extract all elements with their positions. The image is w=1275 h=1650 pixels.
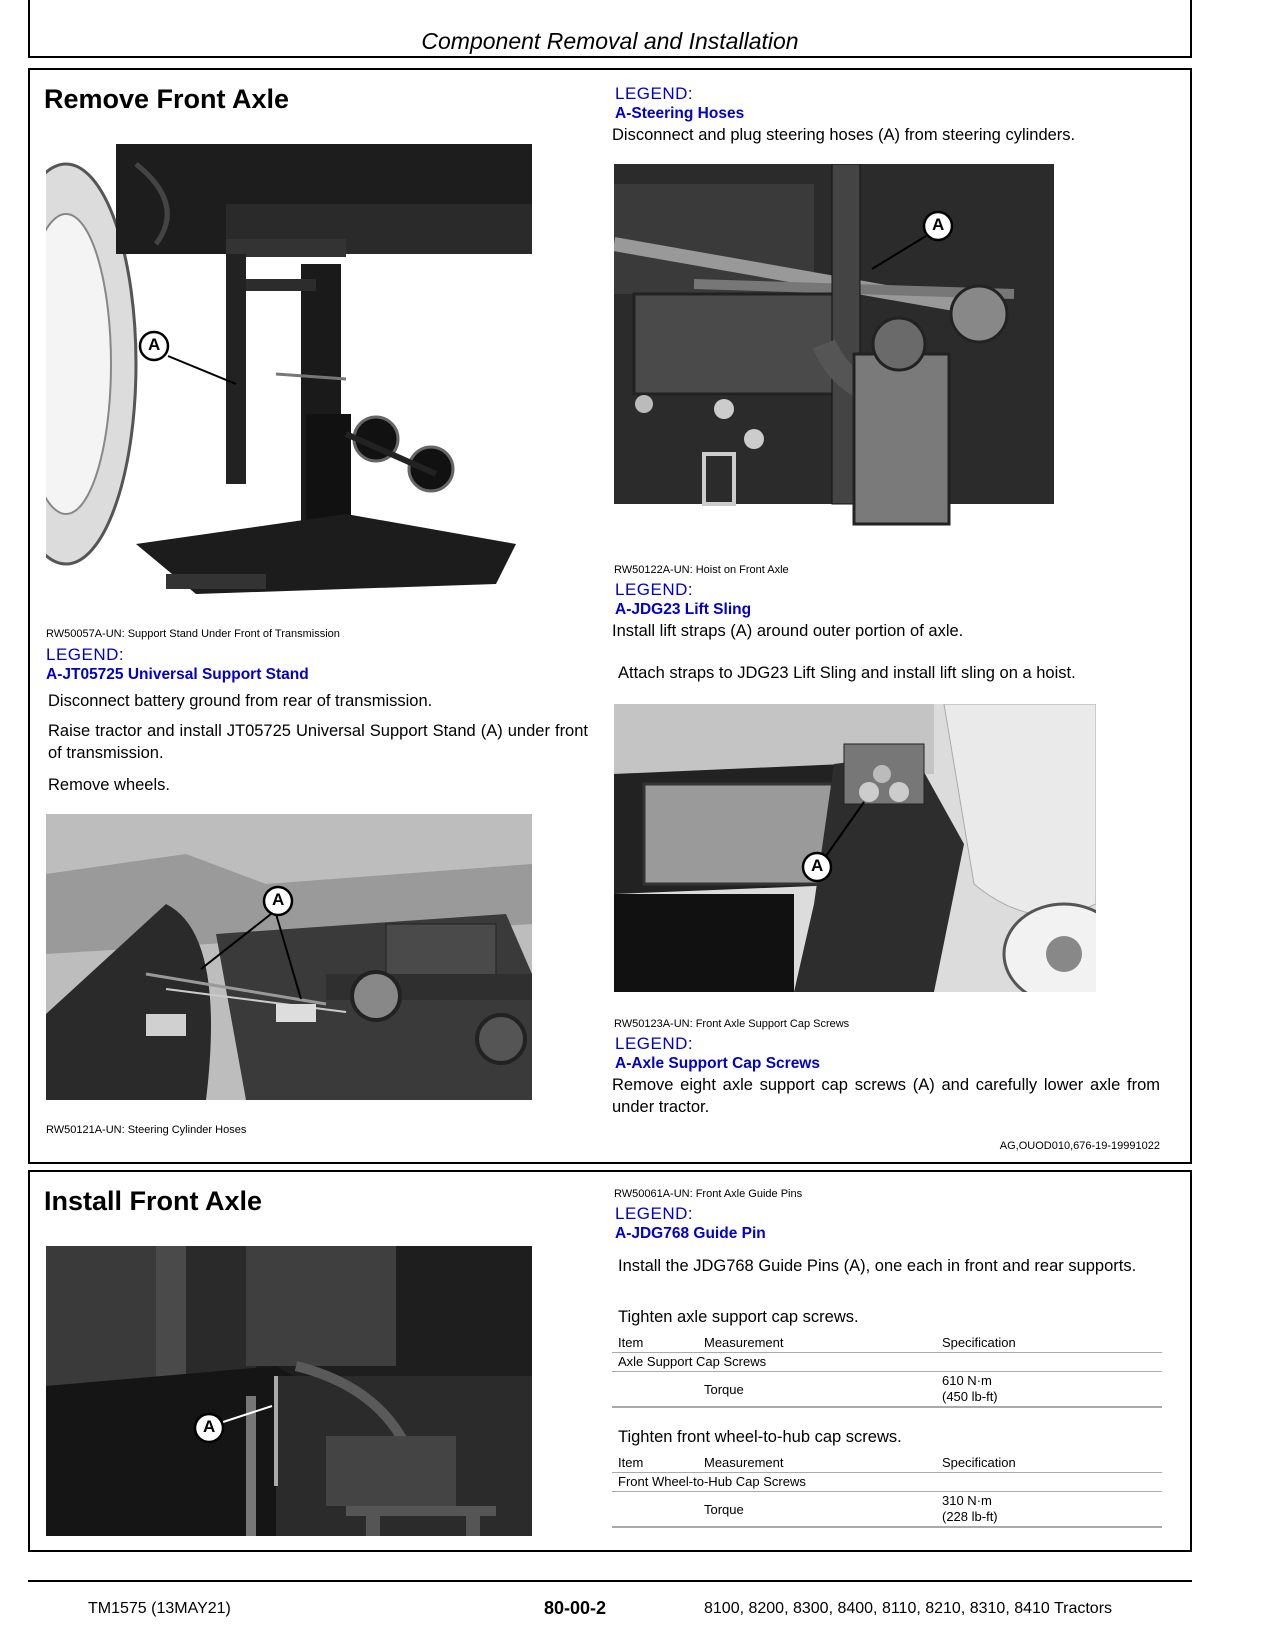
table-header-specification: Specification: [942, 1335, 1016, 1350]
table-header-item: Item: [618, 1335, 644, 1350]
figure1-legend-item: A-JT05725 Universal Support Stand: [46, 666, 309, 683]
table-spec-metric: 610 N·m: [942, 1373, 992, 1388]
step-install-lift-straps: Install lift straps (A) around outer portion of axle.: [612, 622, 964, 640]
figure2-caption: RW50121A-UN: Steering Cylinder Hoses: [46, 1124, 247, 1136]
table-spec-imperial: (228 lb-ft): [942, 1509, 998, 1524]
footer-models: 8100, 8200, 8300, 8400, 8110, 8210, 8310, 8410 Tractors: [704, 1600, 1113, 1617]
step-attach-straps: Attach straps to JDG23 Lift Sling and install lift sling on a hoist.: [618, 664, 1076, 682]
document-reference: AG,OUOD010,676-19-19991022: [999, 1140, 1160, 1152]
step-remove-wheels: Remove wheels.: [48, 776, 170, 794]
step-tighten-axle-screws: Tighten axle support cap screws.: [618, 1308, 859, 1326]
table-spec-metric: 310 N·m: [942, 1493, 992, 1508]
table-measurement: Torque: [704, 1382, 744, 1397]
hoist-on-front-axle-photo: [614, 164, 1096, 540]
table-measurement: Torque: [704, 1502, 744, 1517]
table-item: Front Wheel-to-Hub Cap Screws: [618, 1474, 806, 1489]
install-heading: Install Front Axle: [44, 1186, 263, 1216]
step-disconnect-steering-hoses: Disconnect and plug steering hoses (A) from steering cylinders.: [612, 126, 1076, 144]
lift-sling-legend-title: LEGEND:: [615, 580, 694, 599]
table-item: Axle Support Cap Screws: [618, 1354, 767, 1369]
table-header-specification: Specification: [942, 1455, 1016, 1470]
remove-heading: Remove Front Axle: [44, 84, 290, 114]
step-disconnect-battery: Disconnect battery ground from rear of transmission.: [48, 692, 433, 710]
callout-a-label: A: [272, 890, 285, 909]
support-stand-photo: [46, 144, 532, 604]
cap-screws-legend-item: A-Axle Support Cap Screws: [615, 1055, 820, 1072]
guide-pin-legend-item: A-JDG768 Guide Pin: [615, 1225, 766, 1242]
steering-hoses-legend-title: LEGEND:: [615, 84, 694, 103]
steering-hoses-legend-item: A-Steering Hoses: [615, 105, 745, 122]
install-figure-caption: RW50061A-UN: Front Axle Guide Pins: [614, 1188, 803, 1200]
guide-pin-legend-title: LEGEND:: [615, 1204, 694, 1223]
callout-a-label: A: [811, 856, 824, 875]
footer-rule: [28, 1580, 1192, 1582]
callout-a-label: A: [148, 335, 161, 354]
step-install-support-stand: Raise tractor and install JT05725 Universal Support Stand (A) under front of transmission.: [48, 722, 588, 762]
table-header-measurement: Measurement: [704, 1455, 784, 1470]
spec-table-axle-support: [612, 1334, 1162, 1408]
table-header-item: Item: [618, 1455, 644, 1470]
section-title: Component Removal and Installation: [421, 28, 799, 54]
callout-a-label: A: [203, 1417, 216, 1436]
footer-manual-id: TM1575 (13MAY21): [88, 1600, 231, 1617]
callout-a-label: A: [932, 215, 945, 234]
spec-table-wheel-hub: [612, 1454, 1162, 1528]
cap-screws-legend-title: LEGEND:: [615, 1034, 694, 1053]
figure4-caption: RW50123A-UN: Front Axle Support Cap Screws: [614, 1018, 850, 1030]
table-spec-imperial: (450 lb-ft): [942, 1389, 998, 1404]
figure3-caption: RW50122A-UN: Hoist on Front Axle: [614, 564, 789, 576]
axle-support-cap-screws-photo: [614, 704, 1096, 992]
lift-sling-legend-item: A-JDG23 Lift Sling: [615, 601, 752, 618]
figure1-caption: RW50057A-UN: Support Stand Under Front of Transmission: [46, 628, 340, 640]
footer-page-number: 80-00-2: [544, 1598, 607, 1618]
figure1-legend-title: LEGEND:: [46, 645, 125, 664]
table-header-measurement: Measurement: [704, 1335, 784, 1350]
guide-pins-photo: [46, 1246, 532, 1536]
step-remove-cap-screws: Remove eight axle support cap screws (A) and carefully lower axle from under tractor.: [612, 1076, 1160, 1116]
steering-hoses-photo: [46, 814, 532, 1100]
step-install-guide-pins: Install the JDG768 Guide Pins (A), one each in front and rear supports.: [618, 1257, 1137, 1275]
step-tighten-wheel-screws: Tighten front wheel-to-hub cap screws.: [618, 1428, 902, 1446]
